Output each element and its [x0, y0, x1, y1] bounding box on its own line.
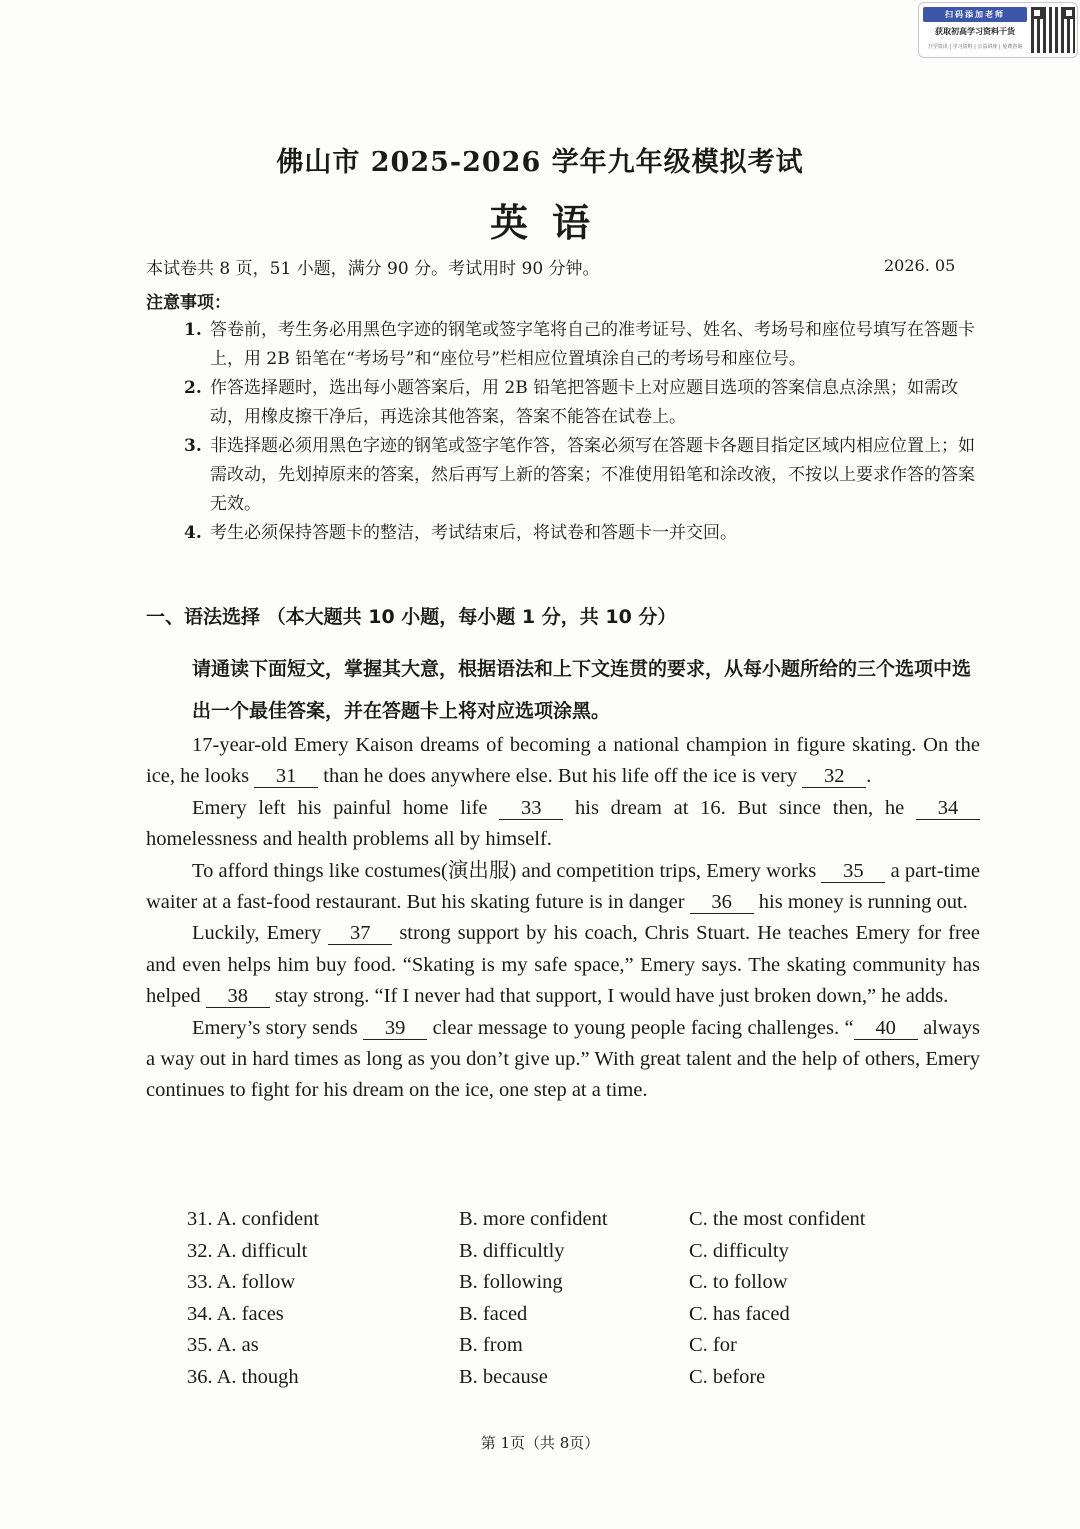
passage-text: his money is running out. — [753, 891, 968, 914]
option-row — [187, 1330, 909, 1362]
option-row — [187, 1267, 909, 1299]
option-c: C. the most confident — [689, 1208, 866, 1231]
blank-36: 36 — [690, 891, 754, 914]
badge-tags: 升学资讯 | 学习资料 | 公益讲座 | 免费咨询 — [927, 44, 1023, 50]
notice-heading: 注意事项： — [146, 293, 231, 313]
passage-text: than he does anywhere else. But his life off the ice is very — [318, 765, 803, 788]
badge-subtitle: 获取初高学习资料干货 — [935, 27, 1015, 36]
notice-text: 答卷前，考生务必用黑色字迹的钢笔或签字笔将自己的准考证号、姓名、考场号和座位号填写在答题卡上，用 2B 铅笔在“考场号”和“座位号”栏相应位置填涂自己的考场号和座位号。 — [210, 320, 975, 369]
page-footer: 第 1页（共 8页） — [480, 1434, 600, 1452]
section-instruction: 请通读下面短文，掌握其大意，根据语法和上下文连贯的要求，从每小题所给的三个选项中选出一个最佳答案，并在答题卡上将对应选项涂黑。 — [192, 658, 972, 722]
option-c: C. difficulty — [689, 1239, 789, 1262]
blank-38: 38 — [206, 985, 270, 1008]
passage-text: always a way out in hard times as long as you don’t give up.” With great talent and the help of others, Emery continues to fight for his dream on the ice, one step at a time. — [146, 1016, 980, 1102]
exam-title: 佛山市 2025-2026 学年九年级模拟考试 — [276, 147, 804, 178]
passage-text: a part-time waiter at a fast-food restaurant. But his skating future is in danger — [146, 859, 981, 914]
qr-code-icon — [1031, 7, 1075, 53]
blank-33: 33 — [499, 797, 563, 820]
blank-40: 40 — [854, 1017, 918, 1040]
blank-37: 37 — [328, 922, 392, 945]
subject-title: 英语 — [489, 200, 614, 245]
passage-text: Luckily, Emery — [192, 922, 329, 945]
option-a: 34. A. faces — [187, 1302, 284, 1325]
passage-text: homelessness and health problems all by himself. — [146, 828, 552, 851]
option-c: C. for — [689, 1334, 737, 1357]
option-a: 36. A. though — [187, 1365, 299, 1388]
notice-number: 1. — [184, 320, 202, 340]
passage-text: stay strong. “If I never had that support, I would have just broken down,” he adds. — [269, 985, 949, 1008]
blank-31: 31 — [254, 765, 318, 788]
option-c: C. to follow — [689, 1271, 788, 1294]
passage-text: clear message to young people facing challenges. “ — [427, 1016, 854, 1039]
option-row — [187, 1236, 909, 1268]
badge-text-block — [923, 7, 1027, 50]
notice-item — [184, 432, 984, 519]
notice-text: 考生必须保持答题卡的整洁，考试结束后，将试卷和答题卡一并交回。 — [210, 523, 737, 543]
option-b: B. more confident — [459, 1208, 608, 1231]
option-a: 31. A. confident — [187, 1208, 320, 1231]
option-row — [187, 1362, 909, 1394]
option-b: B. difficultly — [459, 1239, 565, 1262]
blank-39: 39 — [363, 1017, 427, 1040]
option-row — [187, 1204, 909, 1236]
option-b: B. faced — [459, 1302, 528, 1325]
passage-text: Emery left his painful home life — [192, 796, 500, 819]
notice-item — [184, 316, 984, 374]
notice-item — [184, 374, 984, 432]
exam-date: 2026. 05 — [884, 256, 956, 275]
notice-number: 4. — [184, 523, 202, 543]
blank-32: 32 — [802, 765, 866, 788]
option-b: B. from — [459, 1334, 523, 1357]
notice-text: 非选择题必须用黑色字迹的钢笔或签字笔作答，答案必须写在答题卡各题目指定区域内相应位置上；如需改动，先划掉原来的答案，然后再写上新的答案；不准使用铅笔和涂改液，不按以上要求作答的答案无效。 — [210, 436, 975, 514]
passage-paragraph — [146, 918, 980, 1012]
passage-paragraph — [146, 1013, 980, 1107]
passage-text: strong support by his coach, Chris Stuart. He teaches Emery for free and even helps him buy food. “Skating is my safe space,” Emery says. The skating community has helped — [146, 922, 980, 1008]
qr-promo-badge — [918, 2, 1078, 58]
reading-passage — [146, 730, 980, 1107]
option-b: B. following — [459, 1271, 563, 1294]
passage-text: To afford things like costumes(演出服) and competition trips, Emery works — [192, 859, 822, 882]
option-a: 32. A. difficult — [187, 1239, 308, 1262]
option-c: C. before — [689, 1365, 766, 1388]
passage-text: his dream at 16. But since then, he — [563, 796, 917, 819]
answer-options — [187, 1204, 909, 1393]
notice-text: 作答选择题时，选出每小题答案后，用 2B 铅笔把答题卡上对应题目选项的答案信息点涂黑；如需改动，用橡皮擦干净后，再选涂其他答案，答案不能答在试卷上。 — [210, 378, 959, 427]
passage-text: 17-year-old Emery Kaison dreams of becoming a national champion in figure skating. On the ice, he looks — [146, 734, 980, 788]
notice-list — [184, 316, 984, 548]
passage-paragraph — [146, 730, 980, 793]
passage-text: Emery’s story sends — [192, 1016, 364, 1039]
option-a: 33. A. follow — [187, 1271, 296, 1294]
blank-34: 34 — [916, 797, 980, 820]
passage-text: . — [866, 765, 872, 788]
exam-info: 本试卷共 8 页，51 小题，满分 90 分。考试用时 90 分钟。 — [146, 259, 600, 279]
option-a: 35. A. as — [187, 1334, 259, 1357]
section-title: 一、语法选择 （本大题共 10 小题，每小题 1 分，共 10 分） — [146, 606, 677, 628]
passage-paragraph — [146, 793, 980, 856]
option-b: B. because — [459, 1365, 548, 1388]
notice-number: 2. — [184, 378, 202, 398]
notice-number: 3. — [184, 436, 202, 456]
notice-item — [184, 519, 984, 548]
badge-title: 扫码添加老师 — [923, 7, 1027, 22]
option-c: C. has faced — [689, 1302, 790, 1325]
option-row — [187, 1299, 909, 1331]
passage-paragraph — [146, 856, 980, 919]
blank-35: 35 — [821, 860, 885, 883]
